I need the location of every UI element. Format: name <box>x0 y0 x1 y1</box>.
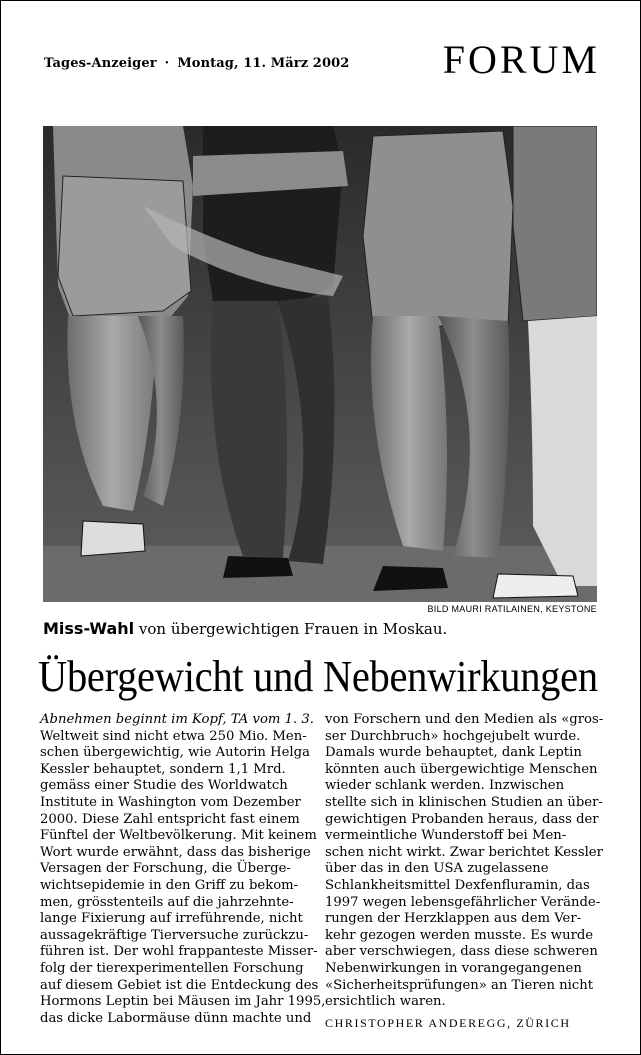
article-column-1 <box>40 712 326 1027</box>
text-line: könnten auch übergewichtige Menschen <box>325 761 598 777</box>
text-line: Nebenwirkungen in vorangegangenen <box>325 960 582 976</box>
text-line: das dicke Labormäuse dünn machte und <box>40 1010 312 1026</box>
publication-name: Tages-Anzeiger <box>44 56 157 71</box>
text-line: kehr gezogen werden musste. Es wurde <box>325 927 594 943</box>
news-photo <box>43 126 597 602</box>
masthead <box>44 37 600 88</box>
publication-date: Montag, 11. März 2002 <box>177 56 350 71</box>
text-line: Institute in Washington vom Dezember <box>40 794 301 810</box>
text-line: über das in den USA zugelassene <box>325 861 549 877</box>
text-line: von Forschern und den Medien als «gros- <box>325 712 604 727</box>
section-title: FORUM <box>442 37 600 82</box>
text-line: rungen der Herzklappen aus dem Ver- <box>325 911 582 927</box>
text-line: stellte sich in klinischen Studien an über- <box>325 794 603 810</box>
text-line: auf diesem Gebiet ist die Entdeckung des <box>40 977 319 993</box>
text-line: aussagekräftige Tierversuche zurückzu- <box>40 927 309 943</box>
text-line: Kessler behauptet, sondern 1,1 Mrd. <box>40 761 286 777</box>
text-line: aber verschwiegen, dass diese schweren <box>325 944 598 960</box>
text-line: gemäss einer Studie des Worldwatch <box>40 778 288 794</box>
text-line: 1997 wegen lebensgefährlicher Verände- <box>325 894 601 910</box>
author-signature: CHRISTOPHER ANDEREGG, ZÜRICH <box>325 1015 571 1030</box>
text-line: men, grösstenteils auf die jahrzehnte- <box>40 894 294 910</box>
text-line: ersichtlich waren. <box>325 994 446 1010</box>
text-line: wieder schlank werden. Inzwischen <box>325 778 565 794</box>
photo-credit: BILD MAURI RATILAINEN, KEYSTONE <box>427 604 597 614</box>
caption-lead: Miss-Wahl <box>43 619 135 638</box>
text-line: Versagen der Forschung, die Überge- <box>40 861 291 877</box>
text-line: ser Durchbruch» hochgejubelt wurde. <box>325 728 581 744</box>
masthead-info <box>44 56 349 71</box>
text-line: lange Fixierung auf irreführende, nicht <box>40 911 303 927</box>
text-line: wichtsepidemie in den Griff zu bekom- <box>40 877 299 893</box>
text-line: Fünftel der Weltbevölkerung. Mit keinem <box>40 828 317 844</box>
text-line: folg der tierexperimentellen Forschung <box>40 960 304 976</box>
caption-text: von übergewichtigen Frauen in Moskau. <box>134 620 448 638</box>
text-line: 2000. Diese Zahl entspricht fast einem <box>40 811 300 827</box>
text-line: Weltweit sind nicht etwa 250 Mio. Men- <box>40 728 307 744</box>
article-column-2 <box>325 712 603 1031</box>
article-reference: Abnehmen beginnt im Kopf, TA vom 1. 3. <box>40 712 314 727</box>
text-line: führen ist. Der wohl frappanteste Misser- <box>40 944 318 960</box>
text-line: schen nicht wirkt. Zwar berichtet Kessler <box>325 844 603 860</box>
text-line: Damals wurde behauptet, dank Leptin <box>325 745 582 761</box>
text-line: Hormons Leptin bei Mäusen im Jahr 1995, <box>40 994 326 1010</box>
article-headline: Übergewicht und Nebenwirkungen <box>38 652 598 701</box>
text-line: Schlankheitsmittel Dexfenfluramin, das <box>325 877 590 893</box>
text-line: Wort wurde erwähnt, dass das bisherige <box>40 844 311 860</box>
text-line: «Sicherheitsprüfungen» an Tieren nicht <box>325 977 594 993</box>
text-line: schen übergewichtig, wie Autorin Helga <box>40 745 310 761</box>
text-line: gewichtigen Probanden heraus, dass der <box>325 811 599 827</box>
masthead-separator: · <box>164 56 170 71</box>
photo-caption <box>43 619 603 638</box>
text-line: vermeintliche Wunderstoff bei Men- <box>325 828 567 844</box>
